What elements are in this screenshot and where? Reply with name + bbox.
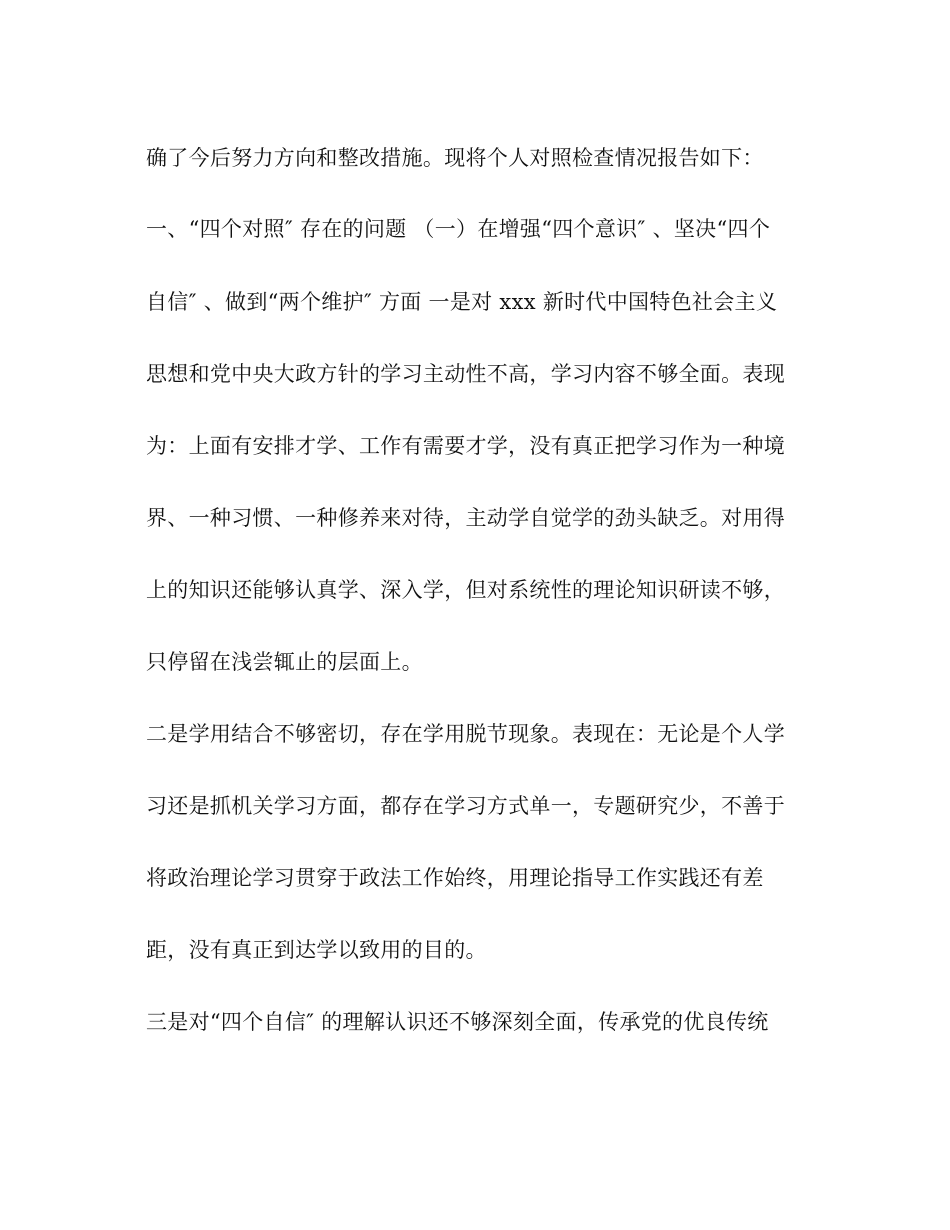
text-line: 三是对“四个自信″ 的理解认识还不够深刻全面，传承党的优良传统: [146, 1010, 769, 1034]
text-line: 确了今后努力方向和整改措施。现将个人对照检查情况报告如下：: [146, 146, 764, 170]
text-line: 为：上面有安排才学、工作有需要才学，没有真正把学习作为一种境: [146, 434, 785, 458]
text-line: 将政治理论学习贯穿于政法工作始终，用理论指导工作实践还有差: [146, 866, 764, 890]
text-line: 一、“四个对照″ 存在的问题 （一）在增强“四个意识″ 、坚决“四个: [146, 217, 771, 241]
text-line: 只停留在浅尝辄止的层面上。: [146, 650, 423, 674]
text-line: 二是学用结合不够密切，存在学用脱节现象。表现在：无论是个人学: [146, 722, 785, 746]
text-line: 思想和党中央大政方针的学习主动性不高，学习内容不够全面。表现: [146, 362, 785, 386]
text-line: 距，没有真正到达学以致用的目的。: [146, 938, 487, 962]
text-line: 自信″ 、做到“两个维护″ 方面 一是对 xxx 新时代中国特色社会主义: [146, 290, 778, 314]
text-line: 上的知识还能够认真学、深入学，但对系统性的理论知识研读不够，: [146, 578, 785, 602]
text-line: 习还是抓机关学习方面，都存在学习方式单一，专题研究少，不善于: [146, 794, 785, 818]
text-line: 界、一种习惯、一种修养来对待，主动学自觉学的劲头缺乏。对用得: [146, 506, 785, 530]
